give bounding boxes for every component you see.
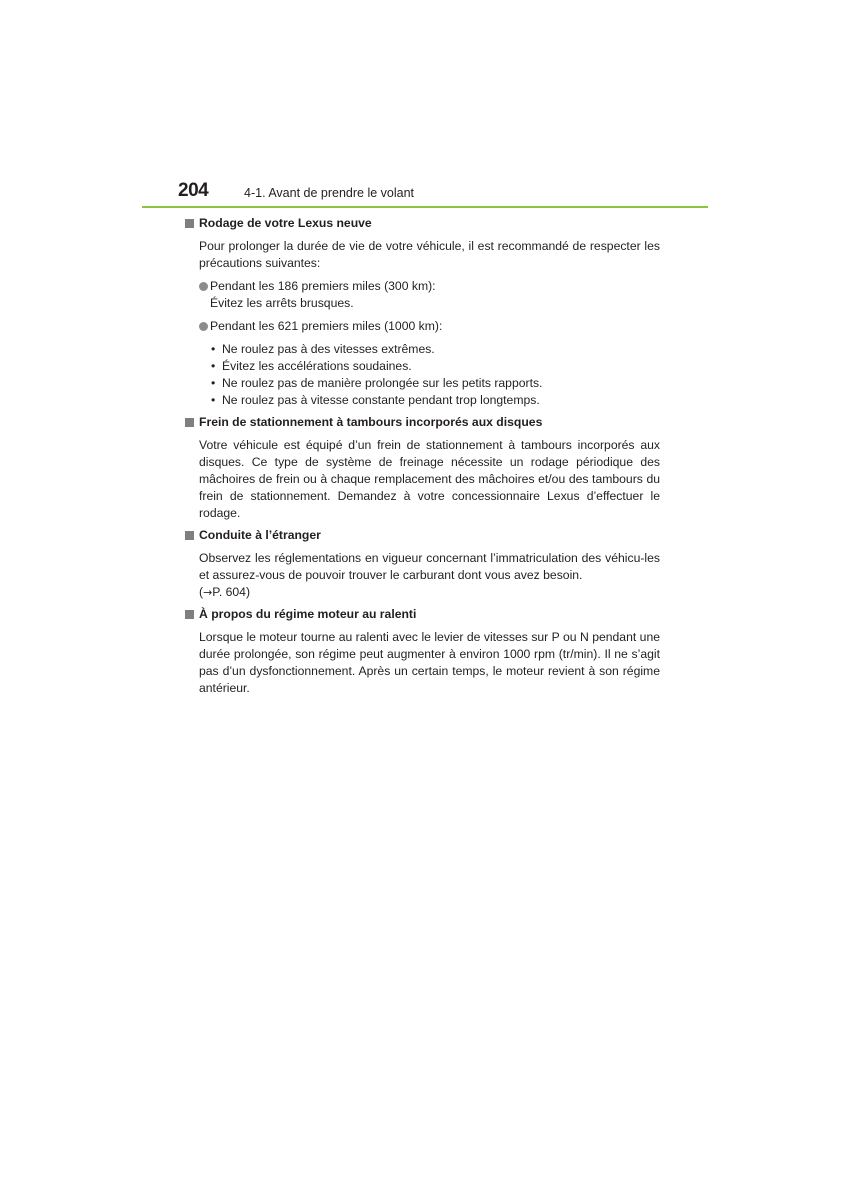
section-rodage [185,215,660,409]
list-item: Pendant les 621 premiers miles (1000 km): [199,318,660,335]
sub-list-item: • Ne roulez pas à vitesse constante pendant trop longtemps. [211,393,540,407]
square-bullet-icon [185,610,194,619]
square-bullet-icon [185,219,194,228]
section-paragraph: Observez les réglementations en vigueur concernant l’immatriculation des véhicu-les et assurez-vous de pouvoir trouver le carburant dont vous avez besoin. (→P. 604) [199,551,660,599]
circle-bullet-icon [199,282,208,291]
section-heading: Rodage de votre Lexus neuve [185,215,660,232]
arrow-right-icon: → [203,586,213,599]
list-item: Pendant les 186 premiers miles (300 km): Évitez les arrêts brusques. [199,278,660,312]
section-paragraph: Votre véhicule est équipé d’un frein de stationnement à tambours incorporés aux disques. Ce type de système de freinage nécessite un rodage périodique des mâchoires de frein ou à chaque remplacement des mâchoires et/ou des tambours du frein de stationnement. Demandez à votre concessionnaire Lexus d’effectuer le rodage. [199,438,660,520]
section-heading: Frein de stationnement à tambours incorporés aux disques [185,414,660,431]
section-ralenti [185,606,660,697]
sub-list-item: • Ne roulez pas à des vitesses extrêmes. [211,342,435,356]
header-divider [142,206,708,208]
section-paragraph: Pour prolonger la durée de vie de votre véhicule, il est recommandé de respecter les précautions suivantes: [199,239,660,270]
section-conduite [185,527,660,601]
section-paragraph: Lorsque le moteur tourne au ralenti avec le levier de vitesses sur P ou N pendant une durée prolongée, son régime peut augmenter à environ 1000 rpm (tr/min). Il ne s’agit pas d’un dysfonctionnement. Après un certain temps, le moteur revient à son régime antérieur. [199,630,660,695]
sub-list [210,341,660,409]
sub-list-item: • Ne roulez pas de manière prolongée sur les petits rapports. [211,376,543,390]
page-number: 204 [178,180,209,201]
square-bullet-icon [185,418,194,427]
circle-bullet-icon [199,322,208,331]
section-frein [185,414,660,522]
section-title: 4-1. Avant de prendre le volant [244,186,415,200]
section-heading: Conduite à l’étranger [185,527,660,544]
page-reference: P. 604 [212,585,246,599]
sub-list-item: • Évitez les accélérations soudaines. [211,359,412,373]
section-heading: À propos du régime moteur au ralenti [185,606,660,623]
page-content [185,215,660,702]
square-bullet-icon [185,531,194,540]
